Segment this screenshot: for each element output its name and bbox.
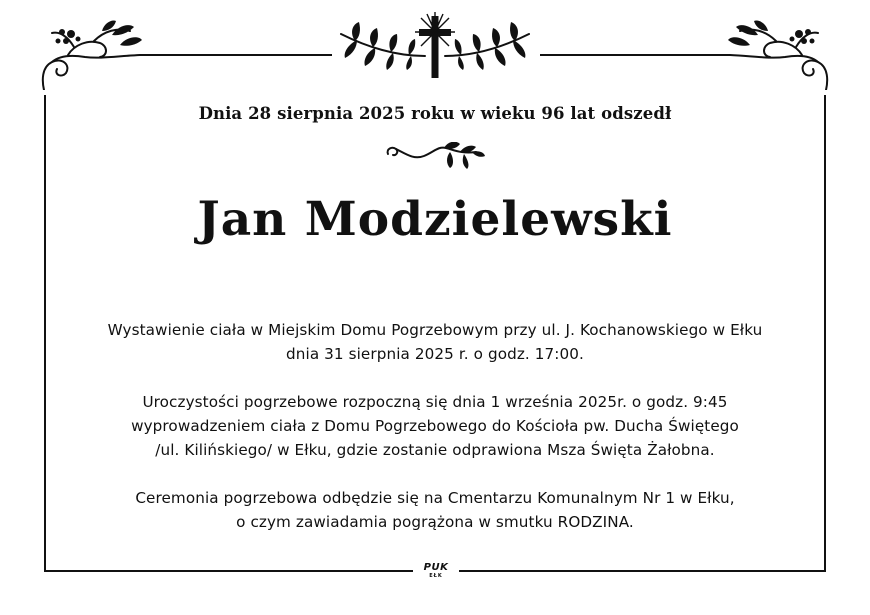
announcement-text: Dnia 28 sierpnia 2025 roku w wieku 96 lat odszedł (198, 104, 672, 123)
flourish-icon (722, 15, 832, 90)
deceased-name: Jan Modzielewski (197, 192, 673, 247)
frame-bottom-right-line (459, 570, 826, 572)
logo-text: PUK (423, 562, 449, 573)
paragraph-burial (45, 486, 825, 534)
paragraph-ceremony (45, 390, 825, 462)
paragraph-line: Uroczystości pogrzebowe rozpoczną się dnia 1 września 2025r. o godz. 9:45 (142, 393, 728, 411)
paragraph-line: o czym zawiadamia pogrążona w smutku RODZINA. (236, 513, 634, 531)
sprig-icon (384, 142, 486, 172)
logo-subtext: EŁK (429, 573, 443, 579)
frame-top-left-line (140, 54, 332, 56)
flourish-icon (38, 15, 148, 90)
frame-bottom-left-line (44, 570, 413, 572)
paragraph-line: Wystawienie ciała w Miejskim Domu Pogrzebowym przy ul. J. Kochanowskiego w Ełku (107, 321, 763, 339)
paragraph-line: wyprowadzeniem ciała z Domu Pogrzebowego do Kościoła pw. Ducha Świętego (131, 417, 739, 435)
paragraph-line: /ul. Kilińskiego/ w Ełku, gdzie zostanie odprawiona Msza Święta Żałobna. (155, 441, 715, 459)
leaf-wreath-icon (335, 10, 535, 82)
paragraph-line: dnia 31 sierpnia 2025 r. o godz. 17:00. (286, 345, 584, 363)
cross-icon (415, 12, 455, 78)
paragraph-line: Ceremonia pogrzebowa odbędzie się na Cmentarzu Komunalnym Nr 1 w Ełku, (135, 489, 735, 507)
paragraph-viewing (45, 318, 825, 366)
footer-logo (419, 563, 453, 579)
frame-top-right-line (540, 54, 730, 56)
